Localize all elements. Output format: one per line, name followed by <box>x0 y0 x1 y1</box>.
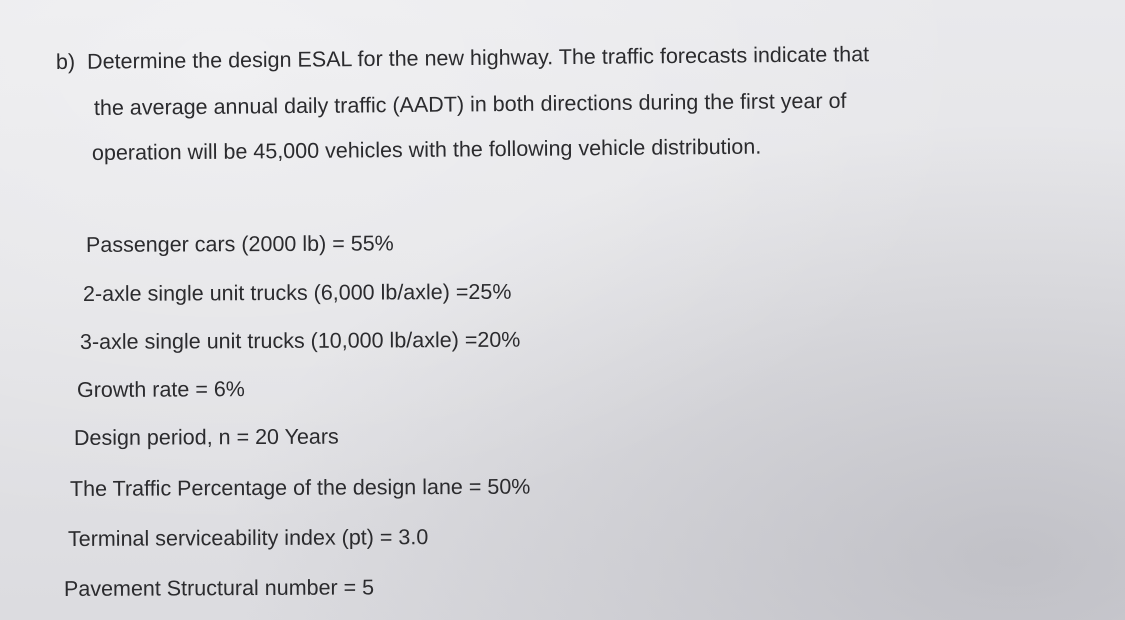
question-line-1 <box>56 42 869 75</box>
given-design-period: Design period, n = 20 Years <box>73 424 339 450</box>
given-terminal-serviceability: Terminal serviceability index (pt) = 3.0 <box>67 525 429 551</box>
question-text-2: the average annual daily traffic (AADT) in both directions during the first year of <box>93 88 847 120</box>
question-text-1: Determine the design ESAL for the new highway. The traffic forecasts indicate that <box>87 42 870 74</box>
given-design-lane-percentage: The Traffic Percentage of the design lane = 50% <box>69 474 531 501</box>
given-structural-number: Pavement Structural number = 5 <box>63 575 375 601</box>
given-3-axle-trucks: 3-axle single unit trucks (10,000 lb/axle) =20% <box>79 327 521 354</box>
question-text-3: operation will be 45,000 vehicles with the following vehicle distribution. <box>91 134 762 165</box>
given-passenger-cars: Passenger cars (2000 lb) = 55% <box>85 231 394 257</box>
given-2-axle-trucks: 2-axle single unit trucks (6,000 lb/axle) =25% <box>82 279 512 306</box>
given-growth-rate: Growth rate = 6% <box>76 377 245 402</box>
question-label: b) <box>55 49 76 74</box>
question-line-2 <box>94 89 847 121</box>
question-line-3 <box>92 135 761 166</box>
